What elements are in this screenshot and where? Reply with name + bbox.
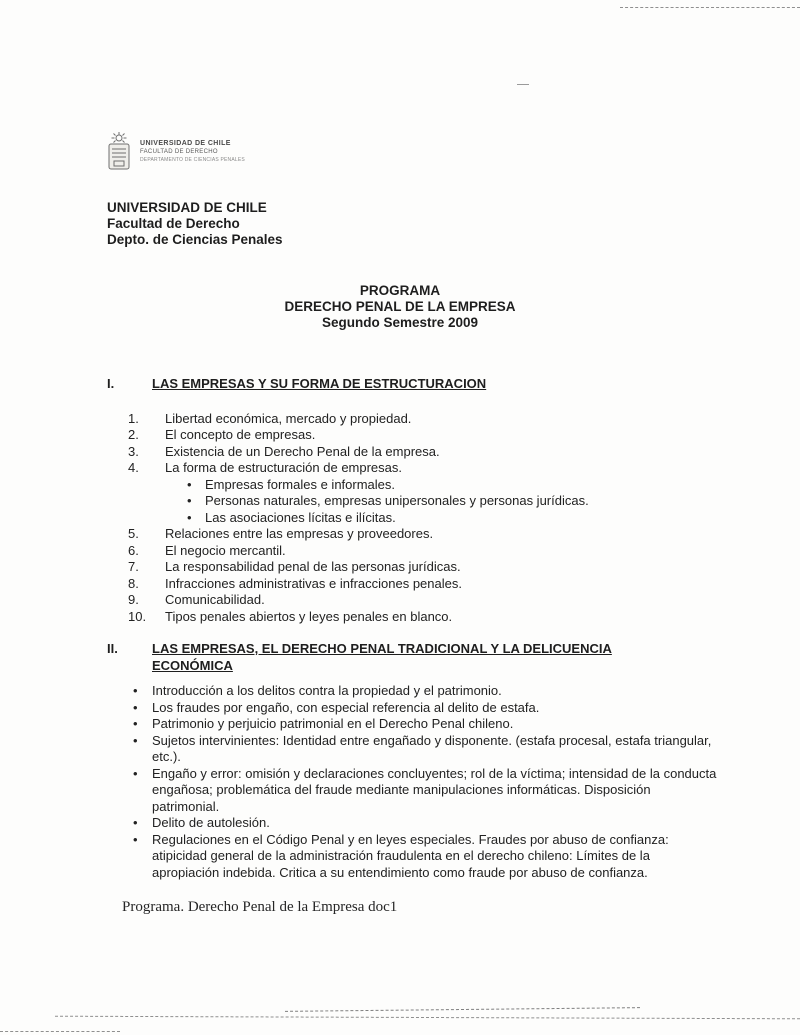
item-text: Comunicabilidad. — [165, 592, 265, 607]
item-number: 8. — [128, 575, 139, 591]
item-text: La forma de estructuración de empresas. — [165, 460, 403, 475]
document-body — [107, 376, 719, 881]
item-number: 6. — [128, 542, 139, 558]
bullet-item — [107, 815, 719, 832]
item-text: El concepto de empresas. — [165, 427, 316, 442]
numbered-item — [107, 576, 719, 593]
logo-text-line: UNIVERSIDAD DE CHILE — [140, 140, 231, 147]
letterhead — [107, 200, 283, 248]
bullet-marker: • — [187, 476, 192, 492]
item-text: Introducción a los delitos contra la propiedad y el patrimonio. — [152, 683, 502, 698]
scan-artifact-mark — [517, 84, 529, 85]
department-name: Depto. de Ciencias Penales — [107, 232, 283, 247]
section-numeral: II. — [107, 641, 118, 656]
bullet-marker: • — [133, 831, 138, 847]
bullet-marker: • — [187, 493, 192, 508]
bullet-marker: • — [133, 716, 138, 731]
bullet-item — [107, 766, 719, 816]
item-text: Libertad económica, mercado y propiedad. — [165, 410, 412, 426]
bullet-item — [107, 716, 719, 733]
title-line-course: DERECHO PENAL DE LA EMPRESA — [284, 299, 516, 314]
scan-artifact-line — [0, 1031, 120, 1032]
item-text: Personas naturales, empresas unipersonales y personas jurídicas. — [205, 493, 589, 508]
sub-bullet-item — [107, 493, 719, 510]
bullet-marker: • — [133, 699, 138, 715]
section-numeral: I. — [107, 376, 115, 391]
university-logo — [104, 131, 245, 173]
item-text: Regulaciones en el Código Penal y en leyes especiales. Fraudes por abuso de confianza: atipicidad general de la administración fraudulenta en el derecho chileno: Límites de la apropiación indebida. Critica a su entendimiento como fraude por abuso de confianza. — [152, 831, 669, 880]
section-title-line2: ECONÓMICA — [152, 657, 233, 673]
document-title — [0, 283, 800, 331]
logo-text-line: DEPARTAMENTO DE CIENCIAS PENALES — [140, 157, 245, 163]
item-text: Los fraudes por engaño, con especial referencia al delito de estafa. — [152, 699, 540, 715]
bullet-marker: • — [133, 732, 138, 748]
numbered-item — [107, 411, 719, 428]
bullet-marker: • — [187, 509, 192, 525]
item-number: 2. — [128, 427, 139, 442]
scan-artifact-line — [285, 1007, 640, 1012]
item-number: 9. — [128, 592, 139, 607]
bullet-marker: • — [133, 815, 138, 830]
numbered-item — [107, 460, 719, 477]
universidad-de-chile-seal-icon — [104, 131, 134, 173]
item-text: Empresas formales e informales. — [205, 476, 396, 492]
item-number: 4. — [128, 460, 139, 475]
item-text: Delito de autolesión. — [152, 815, 270, 830]
title-line-programa: PROGRAMA — [359, 283, 441, 298]
numbered-item — [107, 559, 719, 576]
item-number: 1. — [128, 410, 139, 426]
logo-text-line: FACULTAD DE DERECHO — [140, 149, 218, 155]
numbered-item — [107, 592, 719, 609]
bullet-marker: • — [133, 765, 138, 781]
bullet-item — [107, 832, 719, 882]
logo-text — [140, 131, 245, 163]
item-number: 5. — [128, 526, 139, 541]
title-line-semester: Segundo Semestre 2009 — [321, 315, 479, 330]
item-text: Relaciones entre las empresas y proveedores. — [165, 526, 434, 541]
item-text: Infracciones administrativas e infracciones penales. — [165, 575, 462, 591]
item-number: 10. — [128, 608, 147, 624]
numbered-item — [107, 444, 719, 461]
section-title: LAS EMPRESAS Y SU FORMA DE ESTRUCTURACION — [152, 376, 487, 391]
item-text: Tipos penales abiertos y leyes penales en blanco. — [165, 608, 453, 624]
scan-artifact-line — [620, 7, 800, 8]
item-text: Existencia de un Derecho Penal de la empresa. — [165, 443, 440, 459]
item-text: Patrimonio y perjuicio patrimonial en el Derecho Penal chileno. — [152, 716, 514, 731]
bullet-item — [107, 700, 719, 717]
section-title-line1: LAS EMPRESAS, EL DERECHO PENAL TRADICIONAL Y LA DELICUENCIA — [152, 641, 612, 656]
item-text: El negocio mercantil. — [165, 542, 286, 558]
item-text: Engaño y error: omisión y declaraciones concluyentes; rol de la víctima; intensidad de la conducta engañosa; problemática del fraude mediante manipulaciones informáticas. Disposición patrimonial. — [152, 765, 717, 814]
sub-bullet-item — [107, 510, 719, 527]
numbered-item — [107, 427, 719, 444]
item-text: La responsabilidad penal de las personas jurídicas. — [165, 559, 461, 574]
item-number: 7. — [128, 559, 139, 574]
footer-filename: Programa. Derecho Penal de la Empresa doc1 — [122, 899, 398, 915]
item-text: Sujetos intervinientes: Identidad entre engañado y disponente. (estafa procesal, estafa triangular, etc.). — [152, 732, 712, 764]
section-1-heading — [107, 376, 719, 393]
numbered-item — [107, 526, 719, 543]
sub-bullet-item — [107, 477, 719, 494]
bullet-marker: • — [133, 683, 138, 698]
institution-name: UNIVERSIDAD DE CHILE — [107, 200, 267, 215]
section-title — [152, 641, 612, 674]
bullet-item — [107, 733, 719, 766]
faculty-name: Facultad de Derecho — [107, 216, 240, 231]
item-number: 3. — [128, 443, 139, 459]
scan-artifact-line — [55, 1016, 800, 1020]
numbered-item — [107, 609, 719, 626]
section-2-heading — [107, 641, 719, 674]
item-text: Las asociaciones lícitas e ilícitas. — [205, 509, 396, 525]
numbered-item — [107, 543, 719, 560]
bullet-item — [107, 683, 719, 700]
